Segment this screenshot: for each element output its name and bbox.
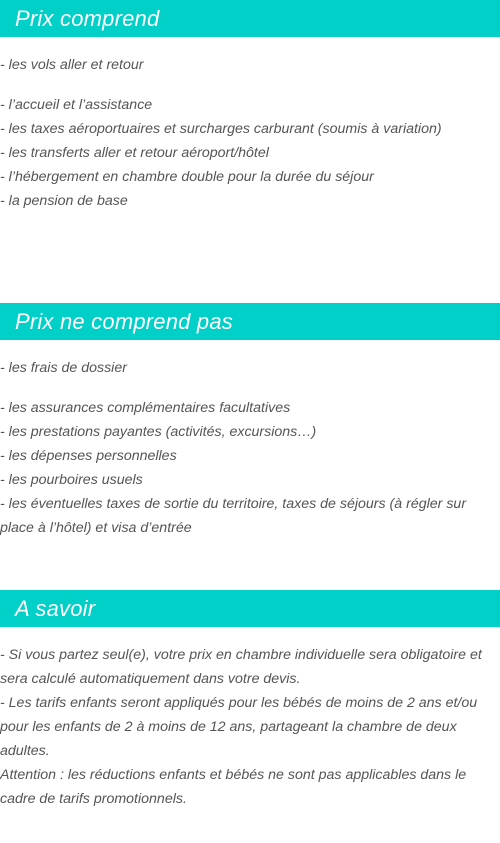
list-item: - la pension de base: [0, 193, 128, 209]
included-first-item: [0, 53, 500, 77]
list-item: - l’accueil et l’assistance: [0, 97, 153, 113]
included-list: [0, 93, 500, 213]
info-paragraph: - Les tarifs enfants seront appliqués pour les bébés de moins de 2 ans et/ou pour les enfants de 2 à moins de 12 ans, partageant la chambre de deux adultes.: [0, 695, 478, 759]
info-paragraph: Attention : les réductions enfants et bébés ne sont pas applicables dans le cadre de tarifs promotionnels.: [0, 767, 467, 807]
list-item: - les transferts aller et retour aéroport/hôtel: [0, 145, 269, 161]
section-header-prix-ne-comprend-pas: [0, 303, 500, 340]
list-item: - les dépenses personnelles: [0, 448, 177, 464]
list-item: - les frais de dossier: [0, 360, 127, 376]
section-title: Prix comprend: [15, 6, 160, 31]
list-item: - les prestations payantes (activités, excursions…): [0, 424, 317, 440]
list-item: - les éventuelles taxes de sortie du territoire, taxes de séjours (à régler sur place à l’hôtel) et visa d’entrée: [0, 496, 467, 536]
section-header-a-savoir: [0, 590, 500, 627]
excluded-first-item: [0, 356, 500, 380]
excluded-list: [0, 396, 500, 540]
section-title: Prix ne comprend pas: [15, 309, 233, 334]
section-title: A savoir: [15, 596, 96, 621]
list-item: - les pourboires usuels: [0, 472, 143, 488]
list-item: - les taxes aéroportuaires et surcharges carburant (soumis à variation): [0, 121, 442, 137]
list-item: - les vols aller et retour: [0, 57, 144, 73]
list-item: - les assurances complémentaires facultatives: [0, 400, 291, 416]
list-item: - l’hébergement en chambre double pour la durée du séjour: [0, 169, 374, 185]
section-header-prix-comprend: [0, 0, 500, 37]
info-paragraph: - Si vous partez seul(e), votre prix en chambre individuelle sera obligatoire et sera calculé automatiquement dans votre devis.: [0, 647, 482, 687]
info-paragraphs: [0, 643, 500, 811]
